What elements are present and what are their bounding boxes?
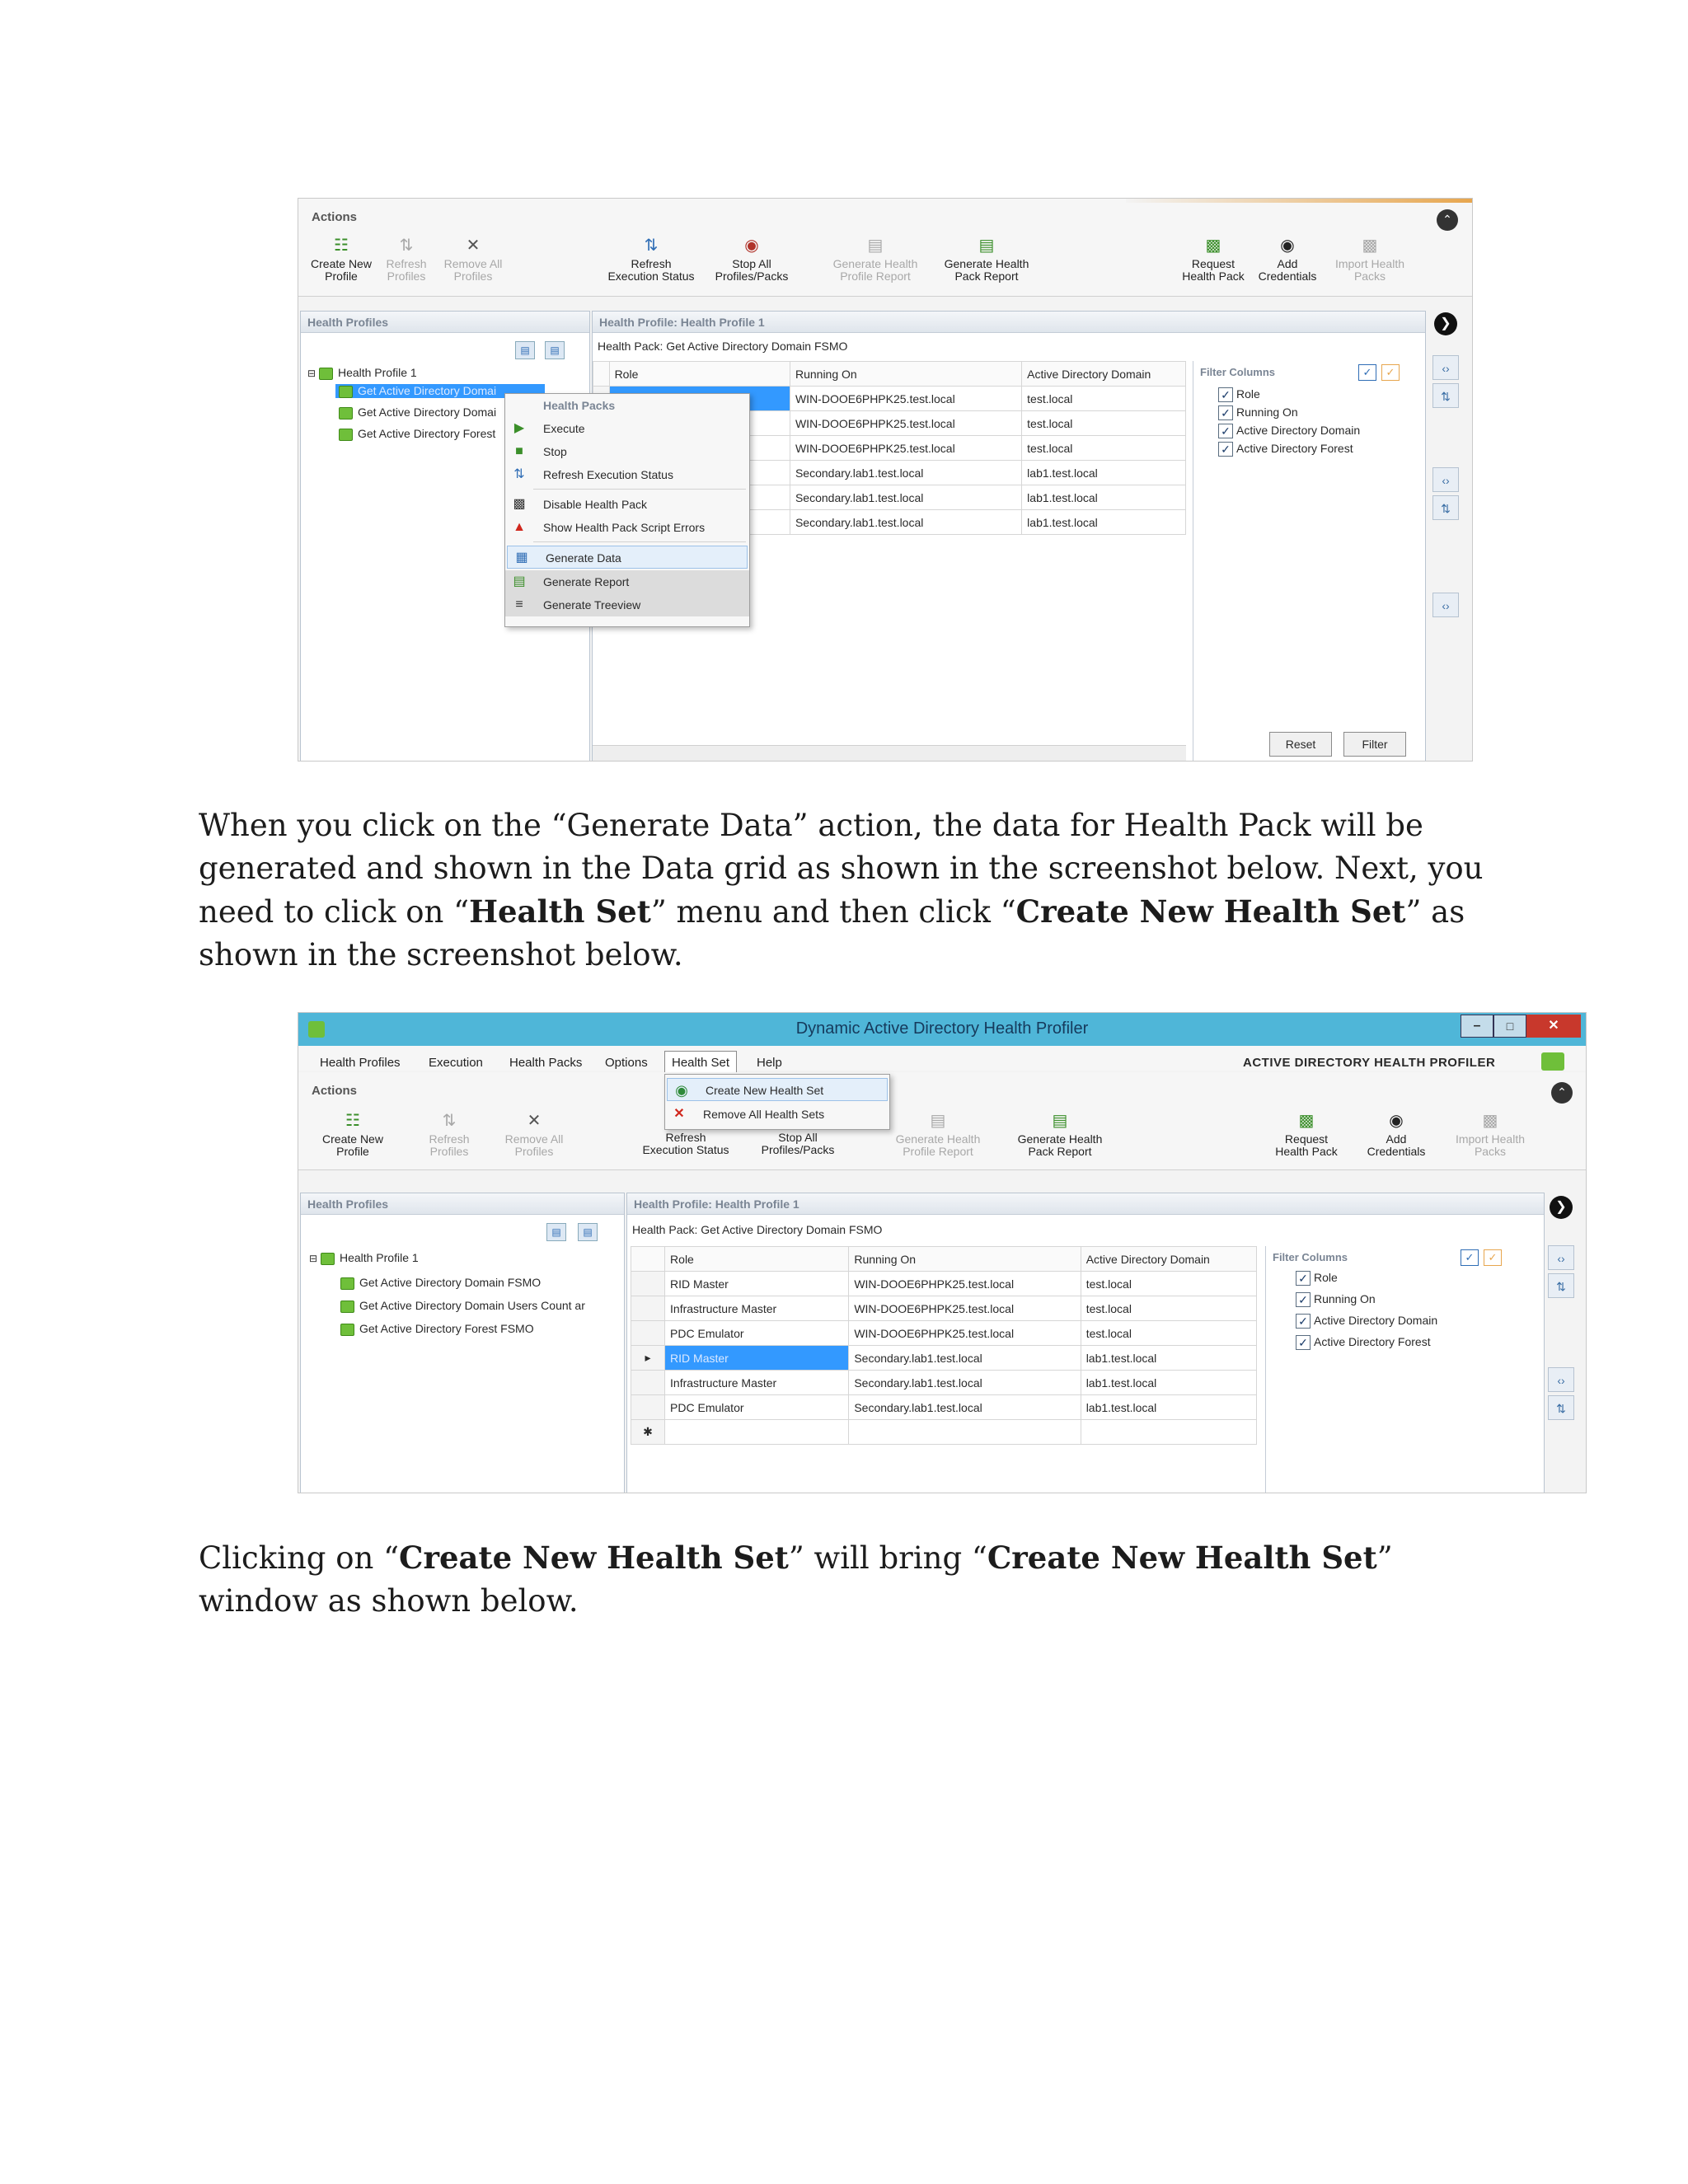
column-header[interactable]: Running On	[849, 1247, 1081, 1272]
label: Remove All	[504, 1132, 564, 1146]
row-header	[631, 1296, 665, 1321]
menu-options[interactable]: Options	[605, 1056, 648, 1070]
cell: Secondary.lab1.test.local	[849, 1371, 1081, 1395]
ribbon-accent-bar	[1126, 199, 1472, 203]
label: Create New	[311, 257, 372, 270]
label: Profile	[336, 1145, 369, 1158]
generate-data-icon: ▦	[515, 551, 528, 565]
request-health-pack-button[interactable]	[1176, 237, 1250, 283]
remove-all-profiles-button[interactable]	[499, 1112, 569, 1158]
actions-label: Actions	[312, 1084, 358, 1098]
paragraph-create-health-set	[199, 1536, 1493, 1623]
cell: WIN-DOOE6PHPK25.test.local	[849, 1321, 1081, 1346]
import-health-packs-button[interactable]	[1449, 1112, 1531, 1158]
tree-item[interactable]	[339, 427, 495, 441]
label: Packs	[1353, 269, 1386, 283]
row-header	[631, 1346, 665, 1371]
filter-item-forest[interactable]	[1296, 1335, 1431, 1350]
label: Generate Health	[1017, 1132, 1103, 1146]
filter-item-label: Running On	[1314, 1292, 1376, 1305]
menu-item-label: Show Health Pack Script Errors	[543, 521, 706, 534]
cell: Secondary.lab1.test.local	[790, 510, 1021, 535]
label: Profile Report	[840, 269, 911, 283]
label: Import Health	[1455, 1132, 1526, 1146]
label: Generate Health	[895, 1132, 981, 1146]
cell	[665, 1420, 849, 1445]
label: Profile Report	[903, 1145, 973, 1158]
menu-health-profiles[interactable]: Health Profiles	[320, 1056, 401, 1070]
label: Refresh	[631, 257, 672, 270]
menu-item-label: Stop	[543, 445, 567, 458]
label: Refresh	[386, 257, 427, 270]
side-nav-button[interactable]: ‹›	[1432, 593, 1459, 617]
grid-header-row	[631, 1247, 1257, 1272]
label: Generate Health	[832, 257, 918, 270]
menu-item-label: Generate Report	[543, 575, 630, 588]
filter-item-label: Active Directory Forest	[1314, 1335, 1431, 1348]
create-health-set-icon: ◉	[675, 1082, 688, 1099]
refresh-profiles-button[interactable]	[377, 237, 435, 283]
menu-item-remove-all-health-sets[interactable]	[665, 1103, 889, 1126]
collapse-ribbon-icon[interactable]: ⌃	[1551, 1082, 1573, 1104]
filter-columns-pane	[1193, 361, 1418, 762]
health-pack-icon	[340, 1277, 354, 1290]
filter-item-role[interactable]	[1296, 1271, 1338, 1286]
menu-item-generate-data[interactable]	[507, 546, 748, 569]
cell: test.local	[1022, 387, 1186, 411]
cell: WIN-DOOE6PHPK25.test.local	[790, 436, 1021, 461]
bold-text: Health Set	[469, 893, 651, 930]
window-title: Dynamic Active Directory Health Profiler	[795, 1019, 1089, 1038]
uncheck-all-icon[interactable]: ✓	[1381, 364, 1400, 381]
remove-icon: ✕	[527, 1112, 542, 1130]
health-profiles-pane	[300, 1193, 625, 1493]
menu-item-label: Remove All Health Sets	[703, 1108, 825, 1121]
label: Profiles	[429, 1145, 469, 1158]
label: Stop All	[732, 257, 771, 270]
tree-item-label: Get Active Directory Domain FSMO	[359, 1276, 542, 1289]
checkbox[interactable]: ✓	[1296, 1271, 1311, 1286]
filter-item-label: Active Directory Forest	[1236, 442, 1353, 455]
filter-item-label: Active Directory Domain	[1236, 424, 1361, 437]
menu-health-set[interactable]: Health Set	[664, 1051, 737, 1075]
import-icon: ▩	[1362, 237, 1378, 255]
uncheck-all-icon[interactable]: ✓	[1484, 1249, 1502, 1266]
label: Request	[1191, 257, 1236, 270]
cell: Infrastructure Master	[665, 1371, 849, 1395]
profile-icon	[319, 368, 333, 380]
create-new-profile-button[interactable]	[308, 237, 374, 283]
label: Pack Report	[1028, 1145, 1092, 1158]
row-header	[593, 362, 610, 387]
stop-all-button[interactable]	[710, 237, 793, 283]
row-header	[631, 1272, 665, 1296]
tree-root-label: Health Profile 1	[339, 1251, 419, 1264]
pane-header: Health Profiles	[301, 1193, 624, 1215]
cell: PDC Emulator	[665, 1395, 849, 1420]
label: Create New	[322, 1132, 383, 1146]
expand-pane-icon[interactable]: ❯	[1550, 1196, 1573, 1219]
report-icon: ▤	[1052, 1112, 1068, 1130]
menu-item-generate-report[interactable]	[505, 570, 749, 593]
generate-health-pack-report-button[interactable]	[937, 237, 1036, 283]
menu-item-label: Create New Health Set	[706, 1084, 824, 1097]
expand-icon[interactable]: ▤	[546, 1223, 566, 1241]
side-nav-button[interactable]: ‹›	[1432, 355, 1459, 380]
check-all-icon[interactable]: ✓	[1358, 364, 1376, 381]
checkbox[interactable]: ✓	[1218, 424, 1233, 438]
menu-item-script-errors[interactable]	[505, 516, 749, 539]
menu-separator	[533, 489, 746, 490]
report-icon: ▤	[513, 574, 526, 588]
filter-columns-pane	[1265, 1246, 1518, 1493]
table-row[interactable]	[631, 1395, 1257, 1420]
brand-icon	[1541, 1052, 1564, 1071]
filter-item-label: Role	[1236, 387, 1260, 401]
cell: Secondary.lab1.test.local	[849, 1346, 1081, 1371]
label: Credentials	[1367, 1145, 1426, 1158]
horizontal-scrollbar[interactable]	[593, 745, 1186, 761]
health-pack-line: Health Pack: Get Active Directory Domain FSMO	[632, 1223, 883, 1236]
refresh-icon: ⇅	[644, 237, 659, 255]
cell: Secondary.lab1.test.local	[790, 461, 1021, 485]
checkbox[interactable]: ✓	[1296, 1335, 1311, 1350]
paragraph-generate-data	[199, 804, 1493, 977]
menu-item-execute[interactable]	[505, 417, 749, 440]
label: Import Health	[1334, 257, 1405, 270]
filter-item-domain[interactable]	[1296, 1314, 1437, 1329]
side-nav-button[interactable]: ‹›	[1432, 467, 1459, 492]
health-set-dropdown	[664, 1074, 890, 1130]
warning-icon: ▲	[513, 520, 526, 534]
table-row[interactable]	[631, 1371, 1257, 1395]
credentials-icon: ◉	[1389, 1112, 1404, 1130]
cell: WIN-DOOE6PHPK25.test.local	[849, 1296, 1081, 1321]
remove-icon: ✕	[673, 1107, 685, 1121]
label: Add	[1386, 1132, 1407, 1146]
cell: lab1.test.local	[1081, 1395, 1256, 1420]
pane-header: Health Profile: Health Profile 1	[593, 312, 1425, 333]
label: Profiles	[387, 269, 426, 283]
filter-item-domain[interactable]	[1218, 424, 1360, 438]
actions-label: Actions	[312, 210, 358, 224]
menu-item-disable[interactable]	[505, 493, 749, 516]
reset-button[interactable]: Reset	[1269, 732, 1332, 757]
stop-all-button[interactable]	[757, 1132, 839, 1156]
label: Health Pack	[1182, 269, 1245, 283]
request-health-pack-button[interactable]	[1269, 1112, 1343, 1158]
cell: lab1.test.local	[1022, 461, 1186, 485]
menu-item-stop[interactable]	[505, 440, 749, 463]
label: Execution Status	[642, 1143, 729, 1156]
filter-item-forest[interactable]	[1218, 442, 1353, 457]
menu-health-packs[interactable]: Health Packs	[509, 1056, 583, 1070]
health-pack-line: Health Pack: Get Active Directory Domain FSMO	[598, 340, 848, 353]
cell: WIN-DOOE6PHPK25.test.local	[790, 411, 1021, 436]
tree-item[interactable]	[340, 1299, 585, 1313]
filter-item-label: Role	[1314, 1271, 1338, 1284]
cell: test.local	[1022, 411, 1186, 436]
tree-item-label: Get Active Directory Domai	[358, 384, 497, 397]
current-row-icon: ▸	[645, 1351, 651, 1364]
bold-text: Create New Health Set	[987, 1540, 1377, 1576]
checkbox[interactable]: ✓	[1218, 405, 1233, 420]
column-header[interactable]: Running On	[790, 362, 1021, 387]
health-pack-icon	[340, 1324, 354, 1336]
tree-root[interactable]	[307, 366, 417, 380]
label: Profiles/Packs	[761, 1143, 835, 1156]
checkbox[interactable]: ✓	[1296, 1314, 1311, 1329]
cell: Secondary.lab1.test.local	[790, 485, 1021, 510]
column-header[interactable]: Role	[665, 1247, 849, 1272]
cell: lab1.test.local	[1022, 510, 1186, 535]
expand-icon[interactable]: ▤	[515, 341, 535, 359]
filter-button[interactable]: Filter	[1343, 732, 1406, 757]
menu-item-label: Refresh Execution Status	[543, 468, 673, 481]
collapse-icon[interactable]: ▤	[545, 341, 565, 359]
label: Profiles	[453, 269, 493, 283]
data-grid	[631, 1246, 1257, 1445]
stop-icon: ■	[515, 444, 523, 458]
pane-header: Health Profiles	[301, 312, 589, 333]
profile-icon	[321, 1253, 335, 1265]
expand-pane-icon[interactable]: ❯	[1434, 312, 1457, 335]
health-pack-icon	[340, 1301, 354, 1313]
cell: RID Master	[665, 1272, 849, 1296]
label: Execution Status	[607, 269, 695, 283]
brand-label: ACTIVE DIRECTORY HEALTH PROFILER	[1243, 1056, 1496, 1070]
report-icon: ▤	[978, 237, 995, 255]
tree-item[interactable]	[339, 405, 496, 419]
filter-item-running-on[interactable]	[1218, 405, 1298, 420]
tree-item[interactable]	[340, 1322, 534, 1336]
text: ” menu and then click “	[650, 894, 1016, 930]
menu-item-label: Disable Health Pack	[543, 498, 648, 511]
menu-item-label: Generate Treeview	[543, 598, 641, 612]
import-icon: ▩	[1482, 1112, 1498, 1130]
filter-item-running-on[interactable]	[1296, 1292, 1376, 1307]
row-header	[631, 1371, 665, 1395]
tree-item-label: Get Active Directory Forest	[358, 427, 496, 440]
import-health-packs-button[interactable]	[1329, 237, 1411, 283]
checkbox[interactable]: ✓	[1218, 442, 1233, 457]
health-pack-icon	[339, 407, 353, 419]
cell: lab1.test.local	[1022, 485, 1186, 510]
refresh-icon: ⇅	[513, 467, 525, 481]
cell: WIN-DOOE6PHPK25.test.local	[849, 1272, 1081, 1296]
pane-header: Health Profile: Health Profile 1	[627, 1193, 1544, 1215]
remove-all-profiles-button[interactable]	[438, 237, 508, 283]
label: Stop All	[778, 1131, 818, 1144]
report-icon: ▤	[867, 237, 884, 255]
cell	[1081, 1420, 1256, 1445]
add-credentials-button[interactable]	[1253, 237, 1322, 283]
cell: test.local	[1081, 1321, 1256, 1346]
side-nav-button[interactable]: ‹›	[1548, 1245, 1574, 1270]
bold-text: Create New Health Set	[1015, 893, 1406, 930]
cell: lab1.test.local	[1081, 1346, 1256, 1371]
filter-item-label: Active Directory Domain	[1314, 1314, 1438, 1327]
label: Profiles/Packs	[715, 269, 789, 283]
context-menu	[504, 393, 750, 627]
menu-item-generate-treeview[interactable]	[505, 593, 749, 616]
cell	[849, 1420, 1081, 1445]
create-profile-icon: ☷	[334, 237, 349, 255]
execute-icon: ▶	[513, 421, 525, 435]
generate-health-profile-report-button[interactable]	[826, 237, 925, 283]
health-pack-icon	[339, 386, 353, 398]
disable-icon: ▩	[513, 497, 526, 511]
label: Profiles	[514, 1145, 554, 1158]
text: When you click on the “Generate Data” action, the data for Health Pack will be generated and shown in the Data grid as shown in the screenshot below. Next, you need to click on “	[199, 808, 1484, 930]
label: Generate Health	[944, 257, 1029, 270]
health-profile-pane	[626, 1193, 1545, 1493]
table-row[interactable]	[631, 1321, 1257, 1346]
column-header[interactable]: Active Directory Domain	[1081, 1247, 1256, 1272]
menu-help[interactable]: Help	[757, 1056, 782, 1070]
context-menu-header: Health Packs	[543, 399, 616, 412]
refresh-profiles-button[interactable]	[420, 1112, 478, 1158]
new-row[interactable]	[631, 1420, 1257, 1445]
cell: lab1.test.local	[1081, 1371, 1256, 1395]
refresh-icon: ⇅	[399, 237, 414, 255]
refresh-execution-status-button[interactable]	[636, 1132, 735, 1156]
cell: test.local	[1081, 1296, 1256, 1321]
tree-item-label: Get Active Directory Forest FSMO	[359, 1322, 534, 1335]
side-refresh-button[interactable]: ⇅	[1432, 383, 1459, 408]
label: Refresh	[429, 1132, 470, 1146]
label: Pack Report	[954, 269, 1019, 283]
bold-text: Create New Health Set	[399, 1540, 789, 1576]
table-row[interactable]	[631, 1272, 1257, 1296]
refresh-icon: ⇅	[442, 1112, 457, 1130]
side-refresh-button[interactable]: ⇅	[1548, 1395, 1574, 1420]
text: ” window as shown below.	[199, 1540, 1393, 1619]
health-pack-icon	[339, 429, 353, 441]
tree-item-label: Get Active Directory Domai	[358, 405, 497, 419]
cell: WIN-DOOE6PHPK25.test.local	[790, 387, 1021, 411]
tree-root-label: Health Profile 1	[337, 366, 417, 379]
filter-item-label: Running On	[1236, 405, 1298, 419]
generate-health-pack-report-button[interactable]	[1010, 1112, 1109, 1158]
cell: PDC Emulator	[665, 1321, 849, 1346]
refresh-execution-status-button[interactable]	[602, 237, 701, 283]
column-header[interactable]: Active Directory Domain	[1022, 362, 1186, 387]
label: Request	[1284, 1132, 1329, 1146]
screenshot-context-menu	[298, 198, 1473, 762]
tree-root[interactable]	[309, 1251, 419, 1265]
label: Credentials	[1258, 269, 1317, 283]
check-all-icon[interactable]: ✓	[1461, 1249, 1479, 1266]
label: Add	[1277, 257, 1298, 270]
text: Clicking on “	[199, 1540, 400, 1576]
treeview-icon: ≡	[515, 598, 523, 612]
create-new-profile-button[interactable]	[320, 1112, 386, 1158]
create-profile-icon: ☷	[345, 1112, 360, 1130]
health-pack-icon: ▩	[1298, 1112, 1315, 1130]
tree-item[interactable]	[340, 1276, 541, 1290]
row-header	[631, 1247, 665, 1272]
row-header	[631, 1395, 665, 1420]
credentials-icon: ◉	[1280, 237, 1295, 255]
stop-icon: ◉	[744, 237, 759, 255]
label: Health Pack	[1275, 1145, 1338, 1158]
side-refresh-button[interactable]: ⇅	[1548, 1273, 1574, 1298]
menu-item-refresh-status[interactable]	[505, 463, 749, 486]
report-icon: ▤	[930, 1112, 946, 1130]
filter-item-role[interactable]	[1218, 387, 1260, 402]
maximize-button[interactable]: □	[1493, 1015, 1526, 1038]
filter-header: Filter Columns	[1200, 366, 1276, 378]
remove-icon: ✕	[466, 237, 481, 255]
close-button[interactable]: ✕	[1526, 1015, 1581, 1038]
filter-header: Filter Columns	[1273, 1251, 1348, 1263]
collapse-icon[interactable]: ▤	[578, 1223, 598, 1241]
new-row-icon: ✱	[643, 1425, 653, 1438]
label: Profile	[325, 269, 358, 283]
menu-item-label: Generate Data	[546, 551, 621, 565]
cell: Secondary.lab1.test.local	[849, 1395, 1081, 1420]
text: ” will bring “	[788, 1540, 987, 1576]
label: Packs	[1474, 1145, 1507, 1158]
label: Remove All	[443, 257, 503, 270]
tree-item-label: Get Active Directory Domain Users Count ar	[359, 1299, 585, 1312]
grid-header-row	[593, 362, 1186, 387]
cell: test.local	[1081, 1272, 1256, 1296]
add-credentials-button[interactable]	[1362, 1112, 1431, 1158]
collapse-toggle-icon[interactable]: ⊟	[307, 368, 316, 379]
table-row[interactable]	[631, 1346, 1257, 1371]
menu-item-label: Execute	[543, 422, 585, 435]
cell: Infrastructure Master	[665, 1296, 849, 1321]
side-nav-button[interactable]: ‹›	[1548, 1367, 1574, 1392]
text: ” as shown in the screenshot below.	[199, 894, 1465, 972]
minimize-button[interactable]: –	[1461, 1015, 1493, 1038]
checkbox[interactable]: ✓	[1218, 387, 1233, 402]
side-refresh-button[interactable]: ⇅	[1432, 495, 1459, 520]
menu-execution[interactable]: Execution	[429, 1056, 483, 1070]
health-pack-icon: ▩	[1205, 237, 1221, 255]
collapse-ribbon-icon[interactable]: ⌃	[1437, 209, 1458, 231]
generate-health-profile-report-button[interactable]	[889, 1112, 987, 1158]
label: Refresh	[665, 1131, 706, 1144]
row-header	[631, 1420, 665, 1445]
screenshot-health-set-menu	[298, 1012, 1587, 1493]
collapse-toggle-icon[interactable]: ⊟	[309, 1253, 318, 1264]
checkbox[interactable]: ✓	[1296, 1292, 1311, 1307]
column-header[interactable]: Role	[609, 362, 790, 387]
row-header	[631, 1321, 665, 1346]
cell: RID Master	[665, 1346, 849, 1371]
menu-separator	[533, 541, 746, 542]
menu-item-create-new-health-set[interactable]	[667, 1078, 888, 1101]
cell: test.local	[1022, 436, 1186, 461]
table-row[interactable]	[631, 1296, 1257, 1321]
